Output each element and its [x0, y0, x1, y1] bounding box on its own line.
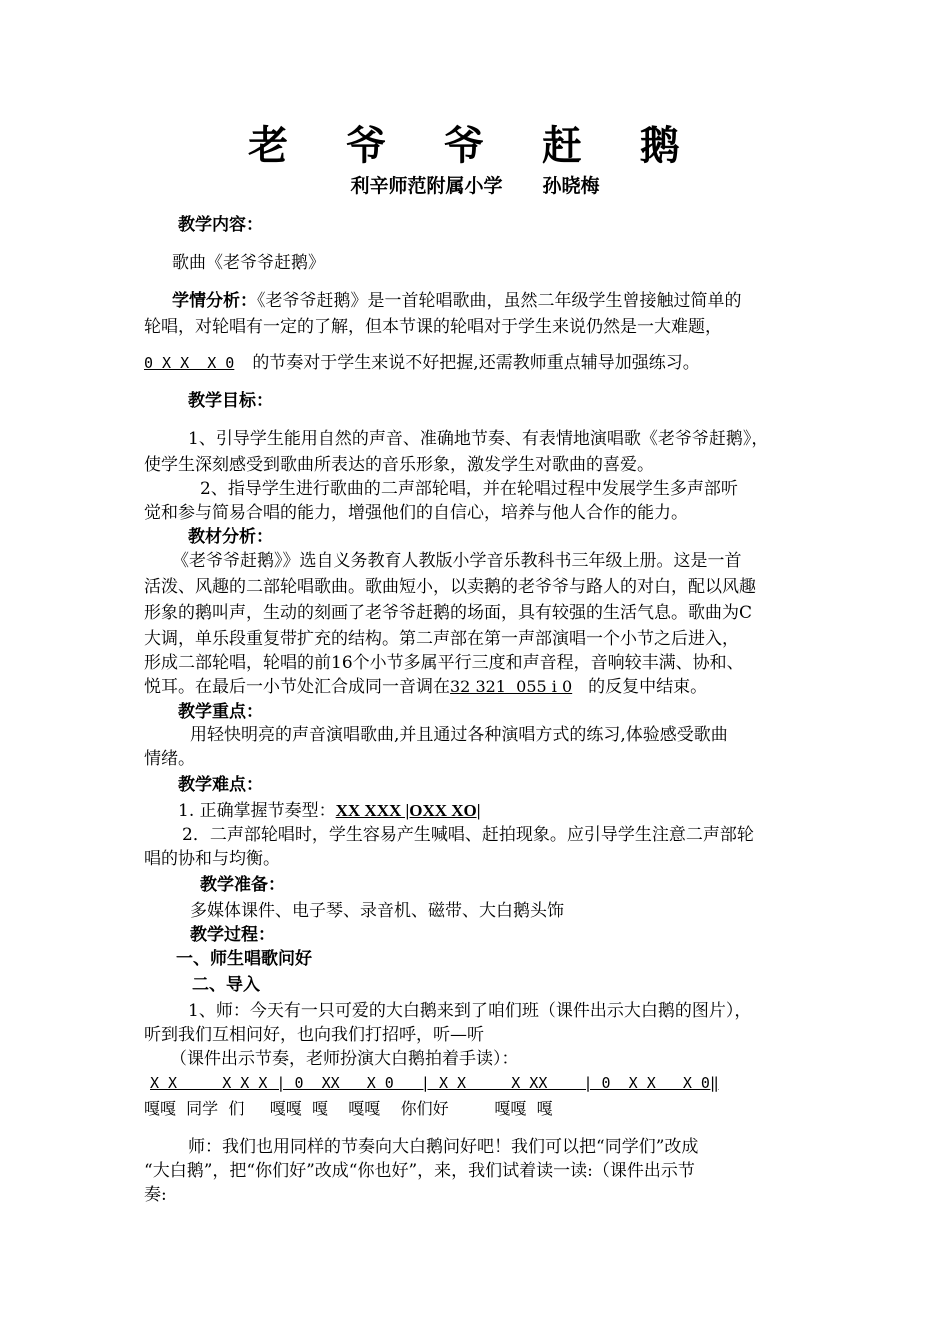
- goal1-line2: 使学生深刻感受到歌曲所表达的音乐形象，激发学生对歌曲的喜爱。: [144, 455, 654, 475]
- page-title: 老 爷 爷 赶 鹅: [248, 122, 702, 169]
- rhythm-notation: X X X X X | 0 XX X 0 | X X X XX | 0 X X X 0‖: [150, 1074, 719, 1092]
- analysis-paragraph-line: [172, 288, 742, 314]
- material-line: 形象的鹅叫声，生动的刻画了老爷爷赶鹅的场面，具有较强的生活气息。歌曲为C: [144, 603, 753, 623]
- school-name: 利辛师范附属小学: [350, 175, 503, 197]
- difficulty1-rhythm: XX XXX |OXX XO|: [335, 801, 481, 820]
- process-heading: 教学过程：: [190, 925, 275, 945]
- goals-heading: 教学目标：: [188, 391, 273, 411]
- prep-text: 多媒体课件、电子琴、录音机、磁带、大白鹅头饰: [190, 901, 564, 921]
- key-line1: 用轻快明亮的声音演唱歌曲,并且通过各种演唱方式的练习,体验感受歌曲: [190, 725, 728, 745]
- rhythm-lyrics: 嘎嘎 同学 们 嘎嘎 嘎 嘎嘎 你们好 嘎嘎 嘎: [144, 1099, 553, 1118]
- analysis-rhythm: 0 X X X 0: [144, 354, 235, 372]
- teacher-line1: 师：我们也用同样的节奏向大白鹅问好吧！我们可以把“同学们”改成: [188, 1137, 699, 1157]
- intro-line3: （课件出示节奏，老师扮演大白鹅拍着手读）：: [170, 1049, 519, 1069]
- difficulty2-line1: 2．二声部轮唱时，学生容易产生喊唱、赶拍现象。应引导学生注意二声部轮: [182, 825, 754, 845]
- material-last-suffix: 的反复中结束。: [588, 677, 708, 697]
- material-heading: 教材分析：: [188, 527, 273, 547]
- material-last-prefix: 悦耳。在最后一小节处汇合成同一音调在: [144, 677, 450, 697]
- material-line: 形成二部轮唱，轮唱的前16个小节多属平行三度和声音程，音响较丰满、协和、: [144, 653, 744, 673]
- material-line: 大调，单乐段重复带扩充的结构。第二声部在第一声部演唱一个小节之后进入，: [144, 629, 739, 649]
- teacher-line2: “大白鹅”，把“你们好”改成“你也好”，来，我们试着读一读:（课件出示节: [144, 1161, 695, 1181]
- byline: [0, 172, 950, 200]
- teacher-line3: 奏:: [144, 1185, 167, 1205]
- goal2-line1: 2、指导学生进行歌曲的二声部轮唱，并在轮唱过程中发展学生多声部听: [200, 479, 738, 499]
- material-notes: 32 321 055 i 0: [450, 677, 573, 696]
- prep-heading: 教学准备：: [200, 875, 285, 895]
- key-line2: 情绪。: [144, 749, 195, 769]
- step2-heading: 二、导入: [192, 975, 260, 995]
- analysis-rhythm-line: [144, 350, 700, 376]
- material-line: 活泼、风趣的二部轮唱歌曲。歌曲短小，以卖鹅的老爷爷与路人的对白，配以风趣: [144, 577, 756, 597]
- difficulty1-line: [178, 798, 481, 824]
- intro-line2: 听到我们互相问好，也向我们打招呼，听—听: [144, 1025, 484, 1045]
- material-last-line: [144, 674, 707, 700]
- goal2-line2: 觉和参与简易合唱的能力，增强他们的自信心，培养与他人合作的能力。: [144, 503, 688, 523]
- key-heading: 教学重点：: [178, 702, 263, 722]
- analysis-text-line2: 轮唱，对轮唱有一定的了解，但本节课的轮唱对于学生来说仍然是一大难题，: [144, 317, 722, 337]
- difficulty-heading: 教学难点：: [178, 775, 263, 795]
- material-line: 《老爷爷赶鹅》》选自义务教育人教版小学音乐教科书三年级上册。这是一首: [172, 551, 742, 571]
- step1-heading: 一、师生唱歌问好: [176, 949, 312, 969]
- analysis-text-line3: 的节奏对于学生来说不好把握,还需教师重点辅导加强练习。: [252, 353, 700, 373]
- author-name: 孙晓梅: [542, 175, 600, 197]
- difficulty2-line2: 唱的协和与均衡。: [144, 849, 280, 869]
- goal1-line1: 1、引导学生能用自然的声音、准确地节奏、有表情地演唱歌《老爷爷赶鹅》，: [188, 429, 769, 449]
- content-text: 歌曲《老爷爷赶鹅》: [172, 253, 325, 273]
- intro-line1: 1、师：今天有一只可爱的大白鹅来到了咱们班（课件出示大白鹅的图片），: [188, 1001, 752, 1021]
- analysis-text: 《老爷爷赶鹅》是一首轮唱歌曲，虽然二年级学生曾接触过简单的: [257, 291, 742, 311]
- content-heading: 教学内容：: [178, 215, 263, 235]
- difficulty1-prefix: 1. 正确掌握节奏型：: [178, 801, 336, 821]
- analysis-heading: 学情分析：: [172, 291, 257, 311]
